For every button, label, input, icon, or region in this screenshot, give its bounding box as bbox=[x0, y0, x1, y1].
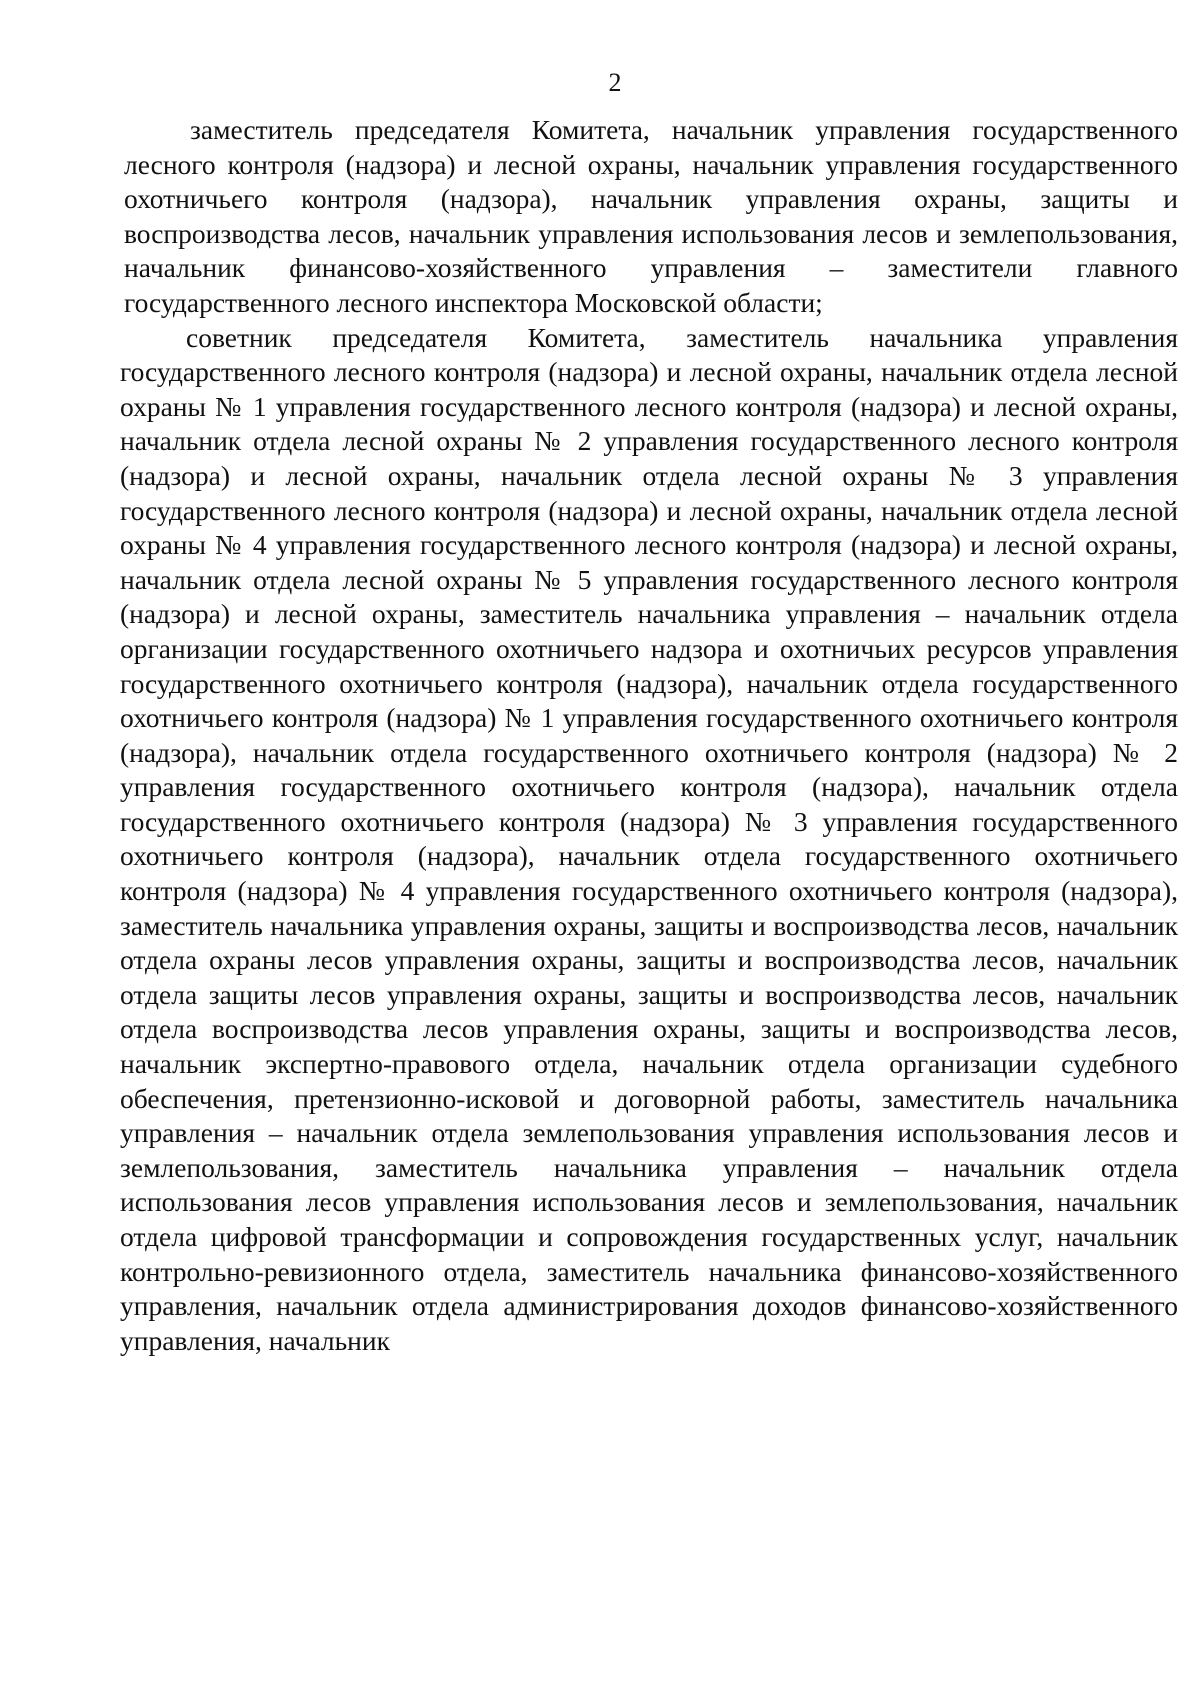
paragraph-deputies-list: заместитель председателя Комитета, начальник управления государственного лесного контроля (надзора) и лесной охраны, начальник управления государственного охотничьего контроля (надзора), начальник управления охраны, защиты и воспроизводства лесов, начальник управления использования лесов и землепользования, начальник финансово-хозяйственного управления – заместители главного государственного лесного инспектора Московской области; bbox=[124, 114, 1178, 318]
paragraph-officials-list: советник председателя Комитета, заместитель начальника управления государственного лесного контроля (надзора) и лесной охраны, начальник отдела лесной охраны № 1 управления государственного лесного контроля (надзора) и лесной охраны, начальник отдела лесной охраны № 2 управления государственного лесного контроля (надзора) и лесной охраны, начальник отдела лесной охраны № 3 управления государственного лесного контроля (надзора) и лесной охраны, начальник отдела лесной охраны № 4 управления государственного лесного контроля (надзора) и лесной охраны, начальник отдела лесной охраны № 5 управления государственного лесного контроля (надзора) и лесной охраны, заместитель начальника управления – начальник отдела организации государственного охотничьего надзора и охотничьих ресурсов управления государственного охотничьего контроля (надзора), начальник отдела государственного охотничьего контроля (надзора) № 1 управления государственного охотничьего контроля (надзора), начальник отдела государственного охотничьего контроля (надзора) № 2 управления государственного охотничьего контроля (надзора), начальник отдела государственного охотничьего контроля (надзора) № 3 управления государственного охотничьего контроля (надзора), начальник отдела государственного охотничьего контроля (надзора) № 4 управления государственного охотничьего контроля (надзора), заместитель начальника управления охраны, защиты и воспроизводства лесов, начальник отдела охраны лесов управления охраны, защиты и воспроизводства лесов, начальник отдела защиты лесов управления охраны, защиты и воспроизводства лесов, начальник отдела воспроизводства лесов управления охраны, защиты и воспроизводства лесов, начальник экспертно-правового отдела, начальник отдела организации судебного обеспечения, претензионно-исковой и договорной работы, заместитель начальника управления – начальник отдела землепользования управления использования лесов и землепользования, заместитель начальника управления – начальник отдела использования лесов управления использования лесов и землепользования, начальник отдела цифровой трансформации и сопровождения государственных услуг, начальник контрольно-ревизионного отдела, заместитель начальника финансово-хозяйственного управления, начальник отдела администрирования доходов финансово-хозяйственного управления, начальник bbox=[120, 321, 1178, 1356]
document-body bbox=[120, 113, 1178, 1358]
page-number: 2 bbox=[608, 68, 622, 97]
